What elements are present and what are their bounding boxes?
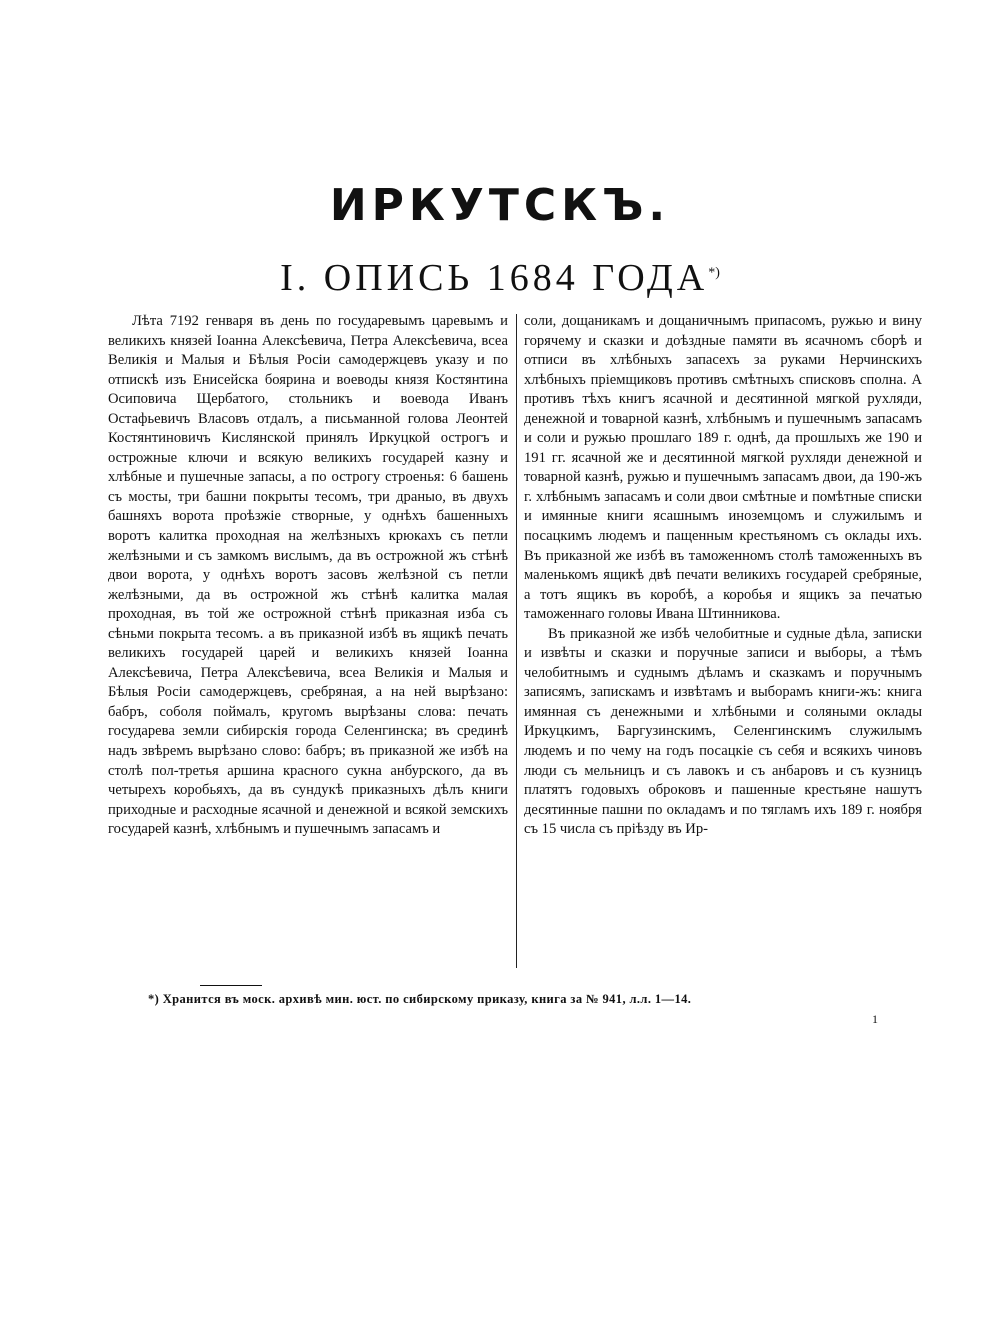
- right-column: [524, 312, 922, 972]
- right-paragraph: Въ приказной же избѣ челобитные и судные дѣла, записки и извѣты и сказки и поручные записи и выборы, а тѣмъ челобитнымъ и суднымъ дѣламъ и сказкамъ и поручнымъ записямъ, запискамъ и извѣтамъ и выборамъ книги-жъ: книга имянная съ денежными и хлѣбными и соляными оклады Иркуцкимъ, Баргузинскимъ, Селенгинскимъ служилымъ людемъ и по чему на годъ посацкіе съ себя и всякихъ чиновъ люди съ мельницъ и съ лавокъ и съ анбаровъ и съ кузницъ платятъ годовыхъ оброковъ и пашенные крестьяне нашутъ десятинные пашни по окладамъ и по тягламъ ихъ 189 г. ноября съ 15 числа съ пріѣзду въ Ир-: [524, 625, 922, 838]
- left-paragraph: Лѣта 7192 генваря въ день по государевымъ царевымъ и великихъ князей Іоанна Алексѣевича, Петра Алексѣевича, всеа Великія и Малыя и Бѣлыя Росіи самодержцевъ указу и по отпискѣ изъ Енисейска боярина и воеводы князя Костянтина Осиповича Щербатого, стольникъ и воевода Иванъ Остафьевичъ Власовъ отдалъ, а письманной голова Леонтей Костянтиновичъ Кислянской принялъ Иркуцкой острогъ и острожные ключи и всякую великихъ государей казну и хлѣбные и пушечные запасы, а по острогу строенья: 6 башень съ мосты, три башни покрыты тесомъ, три драныо, въ двухъ башняхъ ворота проѣзжіе створные, у однѣхъ башенныхъ воротъ калитка проходная на желѣзныхъ крюкахъ съ петли желѣзными и съ замкомъ вислымъ, да въ острожной жъ стѣнѣ двои ворота, у однѣхъ воротъ засовъ желѣзной съ петли желѣзными, да въ острожной жъ стѣнѣ калитка малая проходная, въ той же острожной стѣнѣ приказная изба съ сѣньми покрыта тесомъ. а въ приказной избѣ въ ящикѣ печать великихъ государей царей и великихъ князей Іоанна Алексѣевича, Петра Алексѣевича, всеа Великія и Малыя и Бѣлыя Росіи самодержцевъ, сребряная, а на ней вырѣзано: бабръ, соболя поймалъ, кругомъ вырѣзаны слова: печать государева земли сибирскія города Селенгинска; въ срединѣ надъ звѣремъ вырѣзано слово: бабръ; въ приказной же избѣ на столѣ пол-третья аршина красного сукна анбурского, да въ четырехъ коробьяхъ, да въ сундукѣ приказныхъ дѣлъ книги приходные и расходные ясачной и денежной и всякой земскихъ государей казнѣ, хлѣбнымъ и пушечнымъ запасамъ и: [108, 313, 508, 838]
- left-column: [108, 312, 508, 972]
- footnote-reference: *): [708, 265, 720, 281]
- right-paragraph: соли, дощаникамъ и дощаничнымъ припасомъ, ружью и вину горячему и сказки и доѣздные памяти въ ясачномъ сборѣ и отписи въ хлѣбныхъ запасехъ за руками Нерчинскихъ хлѣбныхъ пріемщиковъ противъ смѣтныхъ списковъ сполна. А противъ тѣхъ книгъ ясачной и десятинной мягкой рухляди, денежной и товарной казнѣ, хлѣбнымъ и пушечнымъ запасамъ и соли и ружью прошлаго 189 г. однѣ, да прошлыхъ же 190 и 191 гг. ясачной же и десятинной мягкой рухляди денежной и товарной казнѣ, ружью и пушечнымъ запасамъ двои, да 190-жъ г. хлѣбнымъ запасамъ и соли двои смѣтные и помѣтные списки и имянные книги ясашнымъ иноземцомъ и служилымъ и посацкимъ людемъ и пащенным крестьяномъ съ оклады ихъ. Въ приказной же избѣ въ таможенномъ столѣ таможенныхъ въ маленькомъ ящикѣ двѣ печати великихъ государей сребряные, а тотъ ящикъ въ коробѣ, а коробья и ящикъ за печатью таможеннаго головы Ивана Штинникова.: [524, 313, 922, 623]
- footnote: *) Хранится въ моск. архивѣ мин. юст. по сибирскому приказу, книга за № 941, л.л. 1—14.: [148, 992, 692, 1006]
- section-heading-text: I. ОПИСЬ 1684 ГОДА: [280, 257, 709, 299]
- column-divider: [516, 314, 517, 968]
- page-title: ИРКУТСКЪ.: [329, 180, 671, 231]
- section-heading: [0, 256, 1000, 300]
- page-mark: 1: [872, 1012, 878, 1026]
- footnote-rule: [200, 985, 262, 986]
